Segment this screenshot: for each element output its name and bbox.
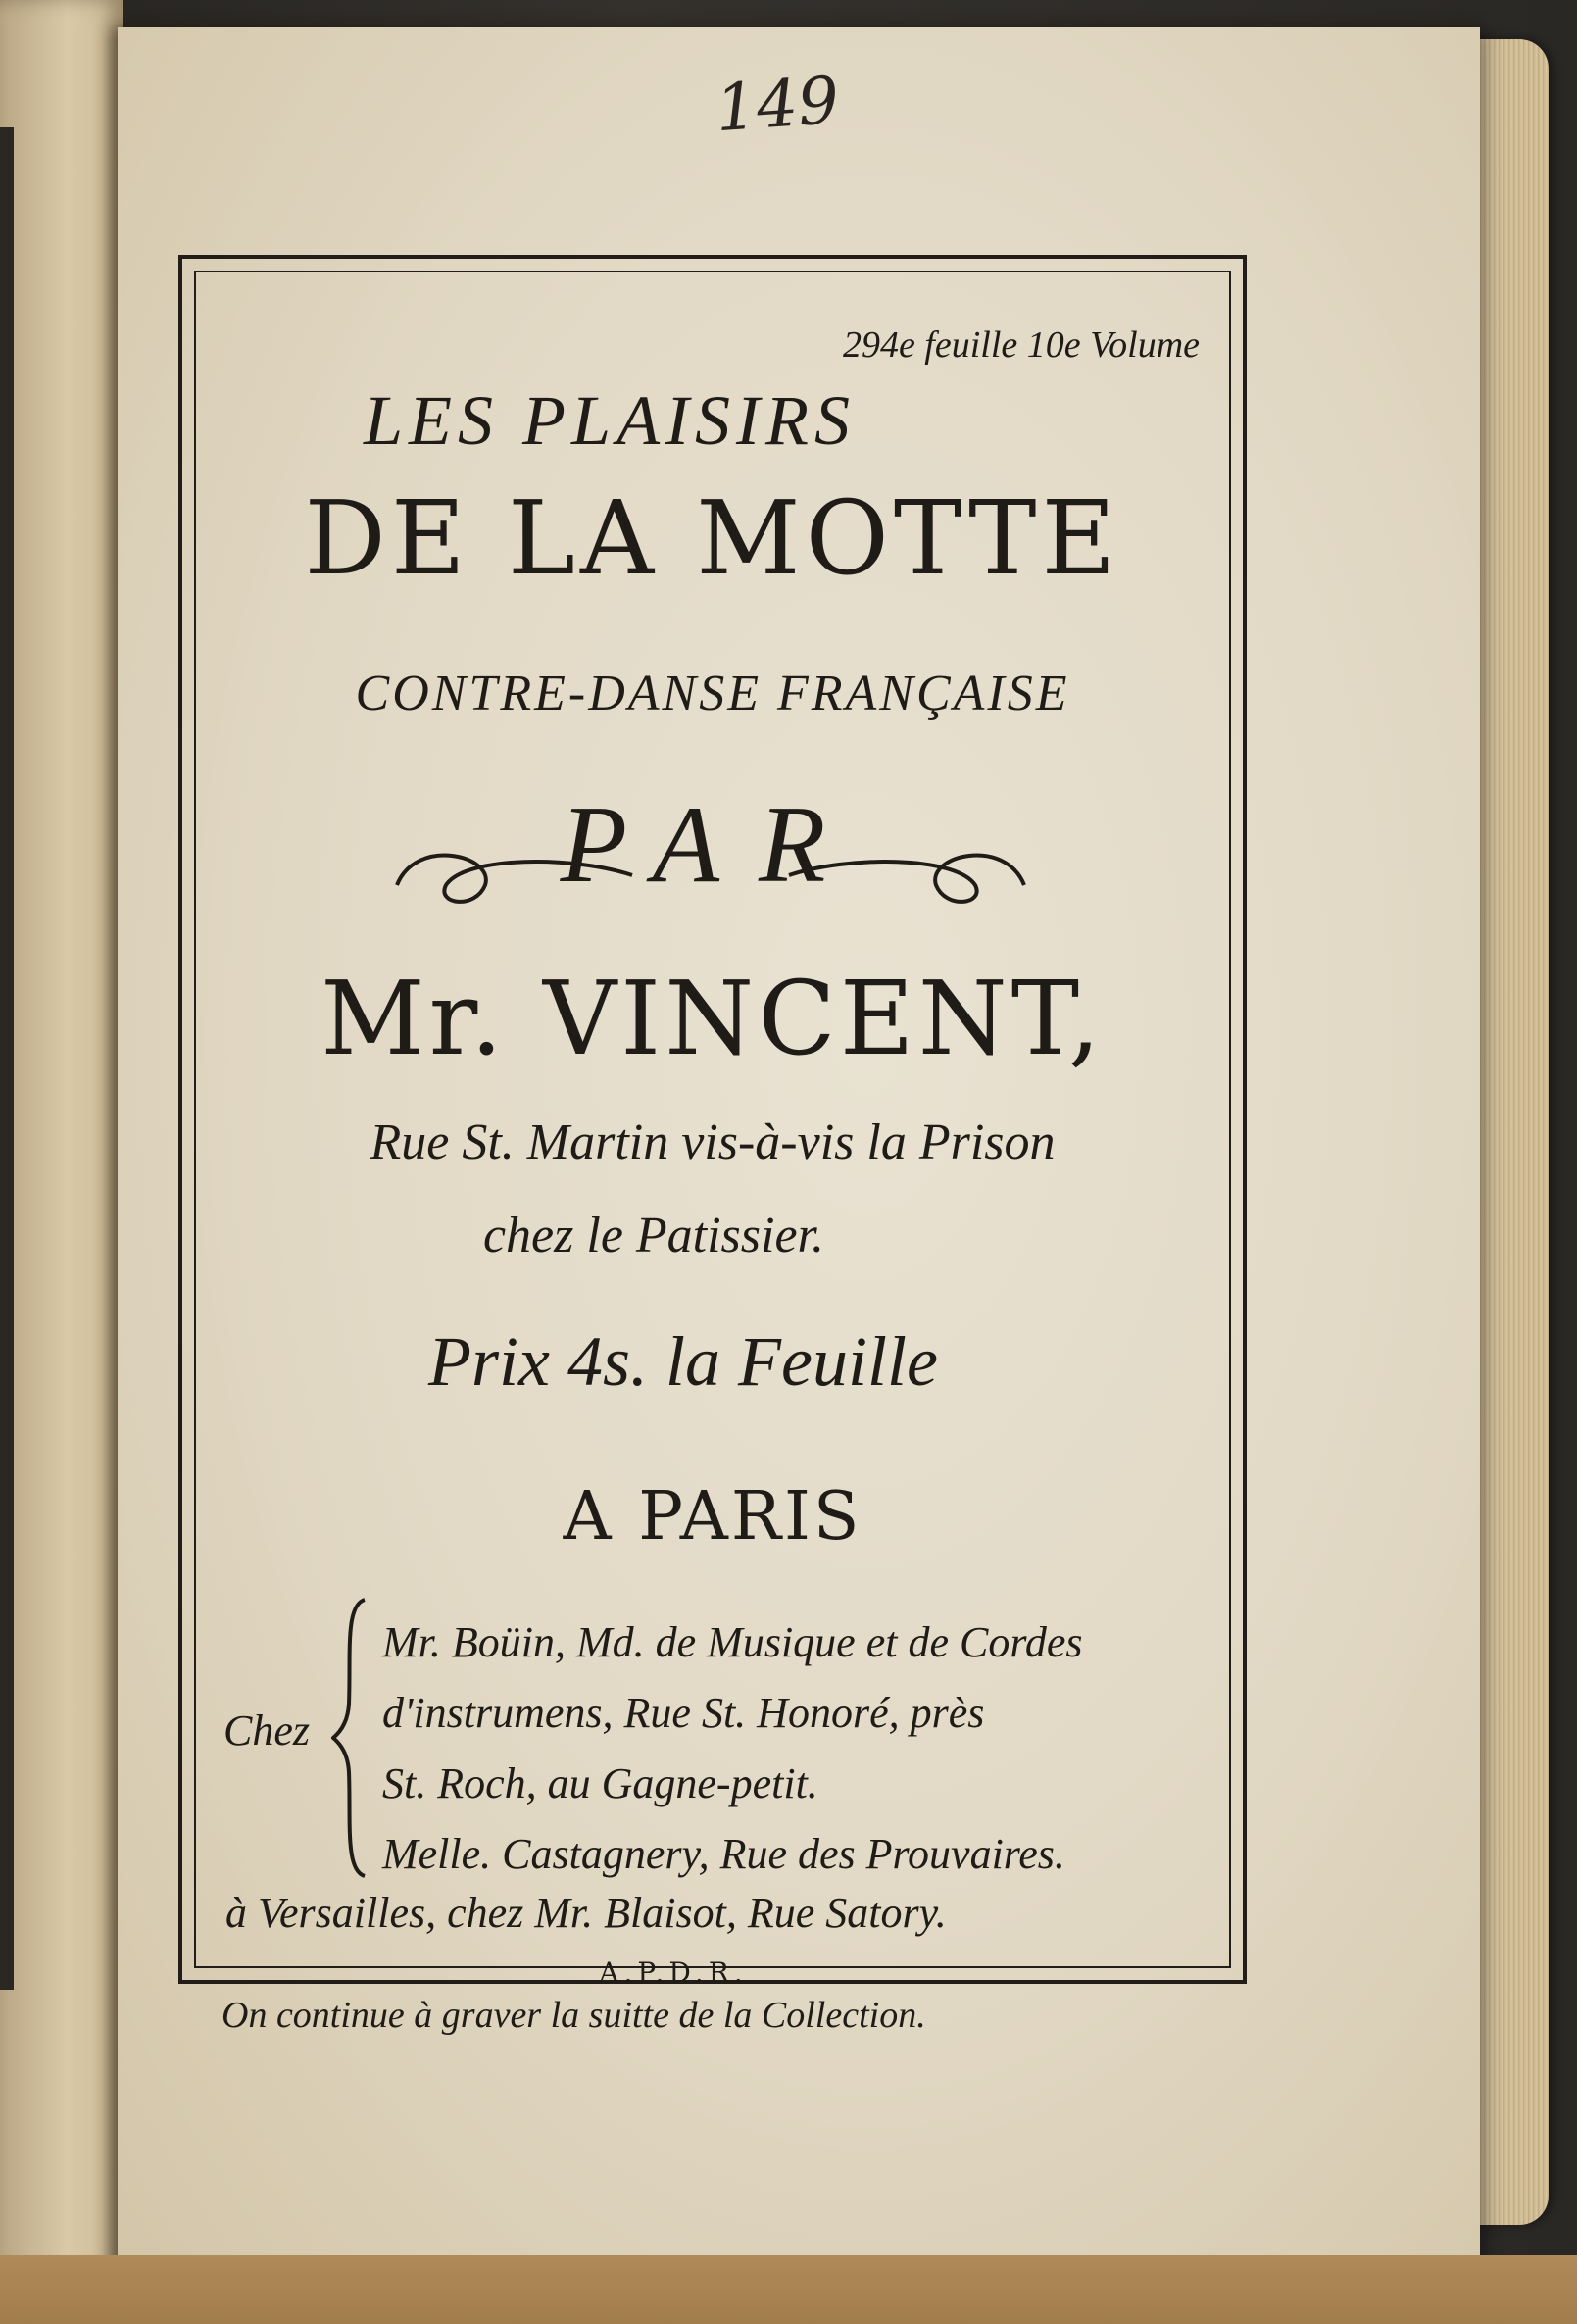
engraved-frame-inner [194,271,1231,2036]
byline-par: PAR [560,784,865,906]
volume-mark: 294e feuille 10e Volume [842,324,1200,366]
dealer-list [382,1607,1082,1890]
engraved-frame [178,255,1247,2036]
composer-name: Mr. VINCENT, [320,959,1105,1078]
folio-number: 149 [713,62,842,147]
binding-edge [0,127,14,1990]
left-page-edge [0,0,123,2324]
title-page [118,27,1480,2272]
dealer-line: d'instrumens, Rue St. Honoré, près [382,1689,985,1737]
desk-surface [0,2255,1577,2324]
curly-brace-icon [331,1596,370,1880]
price-line: Prix 4s. la Feuille [428,1322,938,1401]
dealer-line: Mr. Boüin, Md. de Musique et de Cordes [382,1618,1083,1666]
versailles-dealer: à Versailles, chez Mr. Blaisot, Rue Satory. [225,1889,947,1937]
collection-note: On continue à graver la suitte de la Collection. [222,1995,926,2036]
composer-address-detail: chez le Patissier. [482,1208,825,1263]
imprint-city: A PARIS [563,1478,862,1556]
composer-address: Rue St. Martin vis-à-vis la Prison [370,1114,1056,1170]
chez-label: Chez [223,1706,310,1755]
subtitle: CONTRE-DANSE FRANÇAISE [355,666,1070,721]
dealer-line: St. Roch, au Gagne-petit. [382,1759,818,1807]
dealer-line: Melle. Castagnery, Rue des Prouvaires. [382,1830,1065,1878]
title-line-1: LES PLAISIRS [364,381,856,460]
title-line-2: DE LA MOTTE [304,478,1121,598]
privilege-mark: A.P.D.R. [599,1956,748,1989]
